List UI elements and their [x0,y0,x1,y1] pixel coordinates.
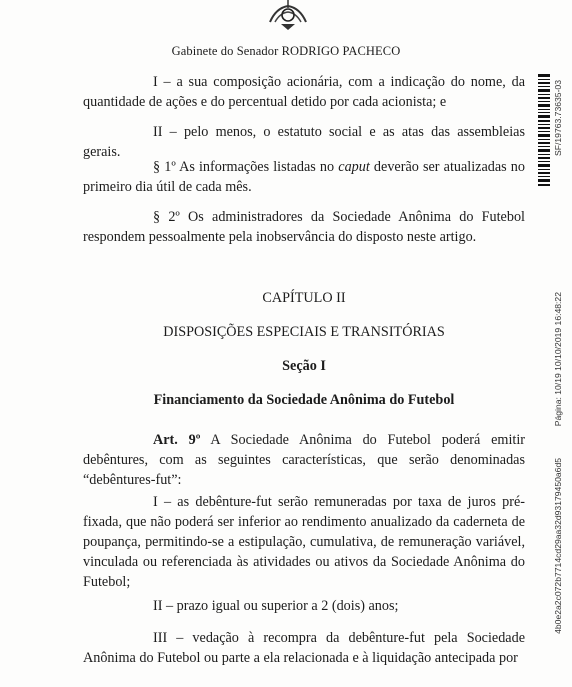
paragraph-text: deverão ser atualizadas no primeiro dia útil de cada mês. [83,159,525,195]
chapter-heading: CAPÍTULO II [262,290,346,306]
article-item-i: I – as debênture-fut serão remuneradas por taxa de juros pré-fixada, que não poderá ser inferior ao rendimento anualizado da caderneta de poupança, permitindo-se a estipulação, cumulativa, de remuneração variável, vinculada ou referenciada às atividades ou ativos da Sociedade Anônima do Futebol; [83,494,525,590]
paragraph-section-1 [83,157,525,197]
article-label: Art. 9º [153,432,201,448]
section-heading: Seção I [282,358,326,374]
article-item-iii: III – vedação à recompra da debênture-fut pela Sociedade Anônima do Futebol ou parte a ela relacionada e à liquidação antecipada por [83,630,525,666]
paragraph-item-ii: II – pelo menos, o estatuto social e as atas das assembleias gerais. [83,124,525,160]
page-timestamp: Página: 10/19 10/10/2019 16:48:22 [553,292,563,427]
article-item-ii: II – prazo igual ou superior a 2 (dois) anos; [153,598,399,614]
article-text: A Sociedade Anônima do Futebol poderá emitir debêntures, com as seguintes características, que serão denominadas “debêntures-fut”: [83,432,525,488]
document-hash: 4b0e2a2c072b7714cd29aa32d93179450a6d5 [553,458,563,634]
coat-of-arms-seal [266,0,310,30]
chapter-title: DISPOSIÇÕES ESPECIAIS E TRANSITÓRIAS [163,324,445,340]
paragraph-section-2: § 2º Os administradores da Sociedade Anônima do Futebol respondem pessoalmente pela inobservância do disposto neste artigo. [83,209,525,245]
paragraph-item-i: I – a sua composição acionária, com a indicação do nome, da quantidade de ações e do percentual detido por cada acionista; e [83,74,525,110]
paragraph-text: § 1º As informações listadas no [153,159,339,175]
caput-emphasis: caput [338,159,370,175]
document-code: SF/19763.73635-03 [553,80,563,156]
page-header: Gabinete do Senador RODRIGO PACHECO [171,44,401,58]
section-title: Financiamento da Sociedade Anônima do Futebol [153,392,455,408]
article-9 [83,430,525,490]
barcode [538,74,550,186]
